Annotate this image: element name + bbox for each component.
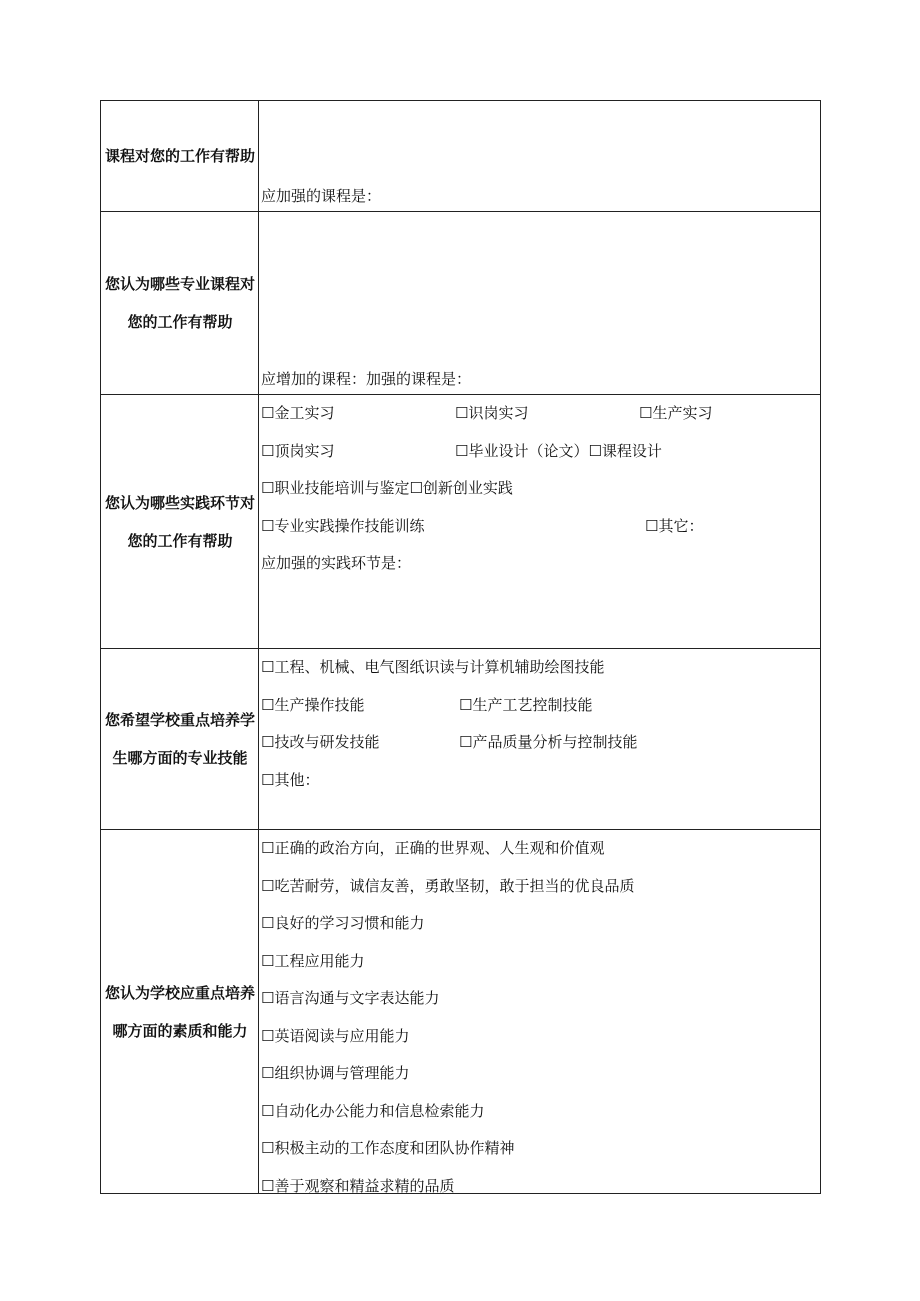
option-skill-training[interactable]: ☐职业技能培训与鉴定☐创新创业实践 (261, 470, 513, 508)
option-line (259, 470, 820, 508)
option-line (259, 724, 820, 762)
option-line[interactable]: ☐组织协调与管理能力 (259, 1055, 820, 1093)
option-line[interactable]: ☐英语阅读与应用能力 (259, 1018, 820, 1056)
question-cell (101, 212, 259, 395)
option-line[interactable]: ☐积极主动的工作态度和团队协作精神 (259, 1130, 820, 1168)
checkbox-icon[interactable]: ☐ (261, 733, 275, 751)
option-rnd[interactable]: ☐技改与研发技能 (261, 724, 379, 762)
table-row (101, 395, 821, 649)
checkbox-icon[interactable]: ☐ (261, 441, 275, 460)
checkbox-icon[interactable]: ☐ (261, 658, 275, 676)
answer-prompt: 应增加的课程：加强的课程是： (261, 370, 472, 388)
question-cell (101, 101, 259, 212)
option-other[interactable]: ☐其它： (645, 508, 703, 546)
option-line (259, 649, 820, 687)
option-operation[interactable]: ☐生产操作技能 (261, 687, 364, 725)
question-text: 您希望学校重点培养学生哪方面的专业技能 (105, 711, 256, 767)
answer-cell[interactable] (259, 830, 821, 1194)
answer-cell[interactable] (259, 395, 821, 649)
survey-table (100, 100, 821, 1194)
checkbox-icon[interactable]: ☐ (588, 441, 602, 460)
option-line[interactable]: ☐工程应用能力 (259, 943, 820, 981)
question-cell (101, 649, 259, 830)
option-metalwork[interactable]: ☐金工实习 (261, 395, 334, 433)
table-row (101, 212, 821, 395)
option-thesis[interactable]: ☐毕业设计（论文）☐课程设计 (455, 433, 662, 471)
option-production[interactable]: ☐生产实习 (639, 395, 712, 433)
option-line (259, 395, 820, 433)
option-process-control[interactable]: ☐生产工艺控制技能 (459, 687, 592, 725)
checkbox-icon[interactable]: ☐ (261, 695, 275, 714)
checkbox-icon[interactable]: ☐ (455, 441, 469, 460)
checkbox-icon[interactable]: ☐ (409, 479, 423, 497)
checkbox-icon[interactable]: ☐ (261, 989, 275, 1007)
option-line (259, 433, 820, 471)
answer-cell[interactable] (259, 649, 821, 830)
option-practice-training[interactable]: ☐专业实践操作技能训练 (261, 508, 424, 546)
table-row (101, 101, 821, 212)
checkbox-icon[interactable]: ☐ (455, 404, 469, 422)
checkbox-icon[interactable]: ☐ (261, 1101, 275, 1120)
answer-prompt: 应加强的课程是： (261, 187, 382, 205)
option-line (259, 508, 820, 546)
option-drawing[interactable]: ☐工程、机械、电气图纸识读与计算机辅助绘图技能 (261, 649, 604, 687)
answer-prompt: 应加强的实践环节是： (261, 554, 412, 572)
checkbox-icon[interactable]: ☐ (459, 695, 473, 714)
question-text: 课程对您的工作有帮助 (105, 147, 256, 165)
checkbox-icon[interactable]: ☐ (261, 516, 275, 535)
checkbox-icon[interactable]: ☐ (459, 733, 473, 751)
question-text: 您认为哪些实践环节对您的工作有帮助 (105, 493, 256, 550)
answer-cell[interactable] (259, 212, 821, 395)
checkbox-icon[interactable]: ☐ (261, 876, 275, 895)
checkbox-icon[interactable]: ☐ (261, 914, 275, 932)
table-row (101, 649, 821, 830)
option-line[interactable]: ☐语言沟通与文字表达能力 (259, 980, 820, 1018)
question-cell (101, 395, 259, 649)
checkbox-icon[interactable]: ☐ (261, 839, 275, 857)
option-line[interactable]: ☐善于观察和精益求精的品质 (259, 1168, 820, 1206)
checkbox-icon[interactable]: ☐ (261, 479, 275, 497)
checkbox-icon[interactable]: ☐ (639, 404, 653, 422)
checkbox-icon[interactable]: ☐ (645, 516, 659, 535)
checkbox-icon[interactable]: ☐ (261, 1176, 275, 1195)
option-line[interactable]: ☐吃苦耐劳，诚信友善，勇敢坚韧，敢于担当的优良品质 (259, 868, 820, 906)
checkbox-icon[interactable]: ☐ (261, 1139, 275, 1157)
answer-cell[interactable] (259, 101, 821, 212)
option-internship[interactable]: ☐顶岗实习 (261, 433, 334, 471)
option-line (259, 762, 820, 800)
option-line[interactable]: ☐良好的学习习惯和能力 (259, 905, 820, 943)
option-other[interactable]: ☐其他： (261, 762, 319, 800)
table-row (101, 830, 821, 1194)
checkbox-icon[interactable]: ☐ (261, 1064, 275, 1082)
option-quality[interactable]: ☐产品质量分析与控制技能 (459, 724, 637, 762)
question-text: 您认为学校应重点培养哪方面的素质和能力 (105, 983, 256, 1040)
checkbox-icon[interactable]: ☐ (261, 951, 275, 970)
checkbox-icon[interactable]: ☐ (261, 770, 275, 789)
checkbox-icon[interactable]: ☐ (261, 1026, 275, 1045)
option-recognition[interactable]: ☐识岗实习 (455, 395, 528, 433)
option-line[interactable]: ☐正确的政治方向，正确的世界观、人生观和价值观 (259, 830, 820, 868)
question-cell (101, 830, 259, 1194)
checkbox-icon[interactable]: ☐ (261, 404, 275, 422)
option-line[interactable]: ☐自动化办公能力和信息检索能力 (259, 1093, 820, 1131)
option-line (259, 687, 820, 725)
question-text: 您认为哪些专业课程对您的工作有帮助 (105, 275, 256, 331)
